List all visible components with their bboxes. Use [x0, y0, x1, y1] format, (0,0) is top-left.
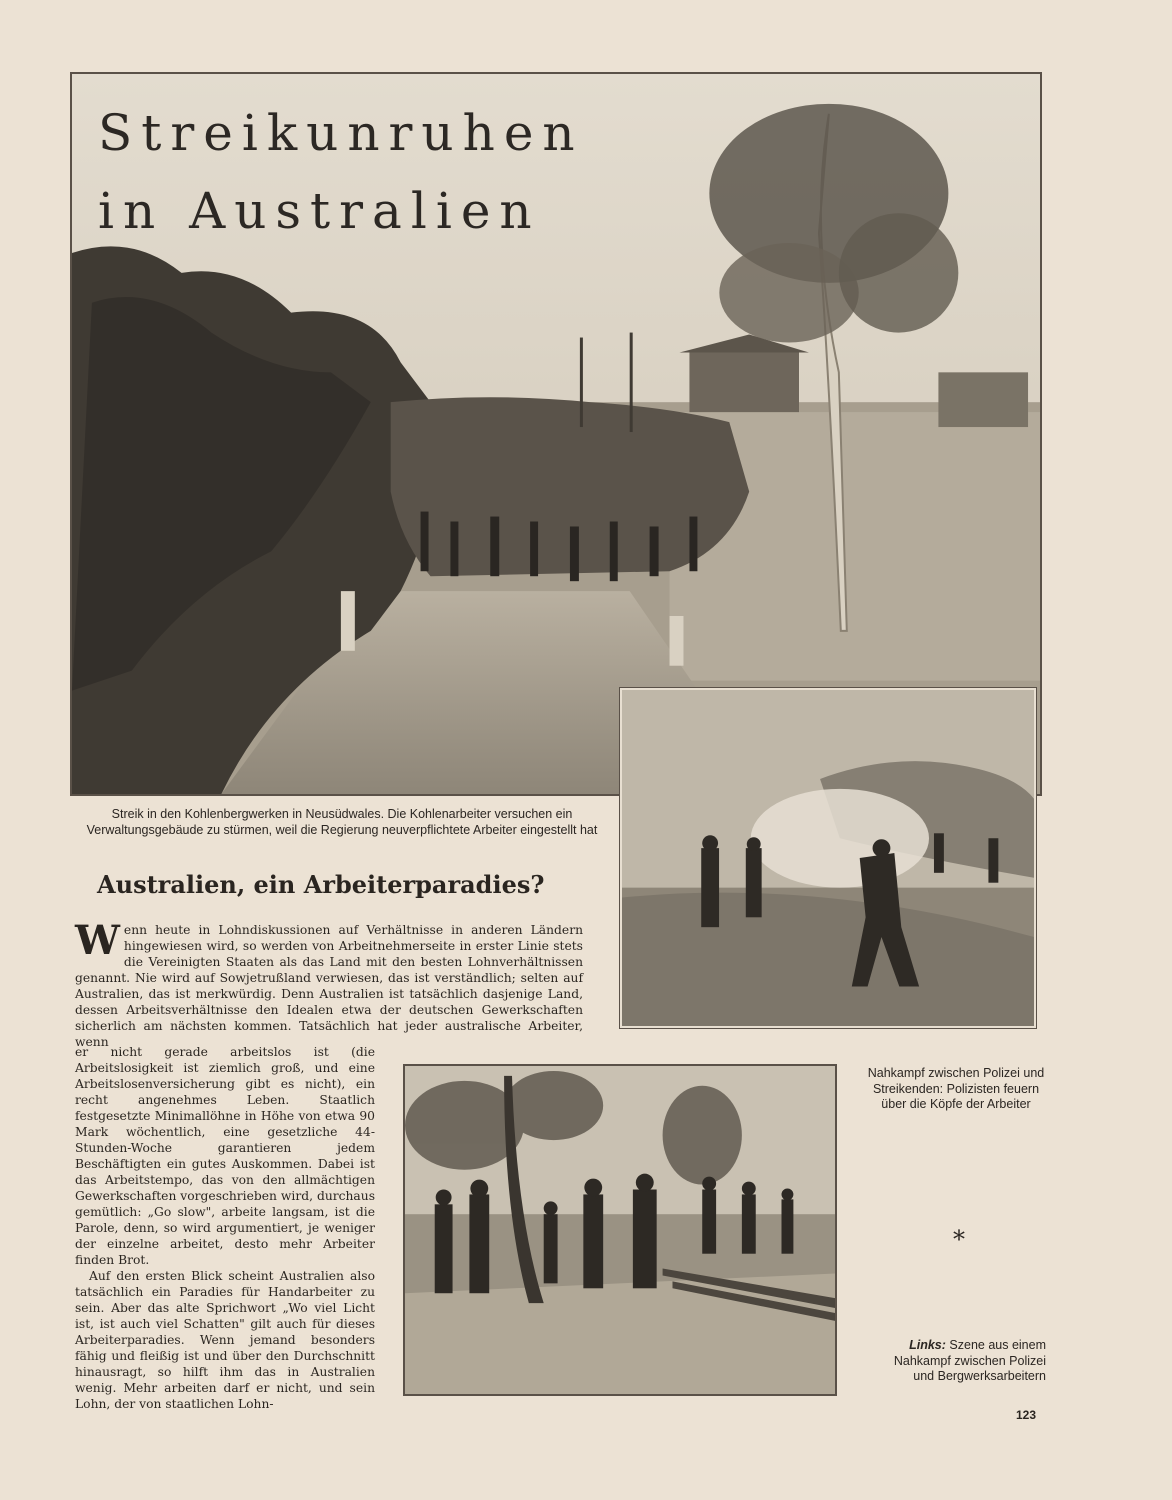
article-paragraph-2: Auf den ersten Blick scheint Australien also tatsächlich ein Paradies für Handarbeiter zu sein. Aber das alte Sprichwort „Wo viel Licht ist, ist auch viel Schatten" gilt auch für dieses Arbeiterparadies. Wenn jemand besonders fähig und fleißig ist und über den Durchschnitt hinausragt, so hilft ihm das in Australien wenig. Mehr arbeiten darf er nicht, und sein Lohn, der von staatlichen Lohn-	[75, 1269, 375, 1411]
asterism-ornament: ⁎	[953, 1218, 965, 1246]
photo-scuffle	[403, 1064, 837, 1396]
police-photo-caption: Nahkampf zwischen Polizei und Streikenden: Polizisten feuern über die Köpfe der Arbeiter	[867, 1066, 1045, 1111]
page-number: 123	[1016, 1408, 1037, 1422]
article-intro	[75, 917, 583, 1050]
caption-links-label: Links:	[909, 1338, 946, 1352]
photo-police-firing-image	[622, 690, 1034, 1026]
page-title	[98, 94, 584, 250]
photo-police-firing	[620, 688, 1036, 1028]
title-line-2: in Australien	[98, 182, 541, 240]
drop-cap: W	[75, 917, 120, 964]
article-headline: Australien, ein Arbeiterparadies?	[97, 870, 545, 899]
main-photo-caption: Streik in den Kohlenbergwerken in Neusüdwales. Die Kohlenarbeiter versuchen ein Verwaltungsgebäude zu stürmen, weil die Regierung neuverpflichtete Arbeiter eingestellt hat	[86, 807, 598, 837]
article-paragraph-1: er nicht gerade arbeitslos ist (die Arbeitslosigkeit ist ziemlich groß, und eine Arbeitslosenversicherung gibt es nicht), ein recht angenehmes Leben. Staatlich festgesetzte Minimallöhne in Höhe von etwa 90 Mark wöchentlich, eine gesetzliche 44-Stunden-Woche garantieren jedem Beschäftigten ein gutes Auskommen. Dabei ist das Arbeitstempo, das von den allmächtigen Gewerkschaften vorgeschrieben wird, durchaus gemütlich: „Go slow", arbeite langsam, ist die Parole, denn, so wird argumentiert, je weniger der einzelne arbeitet, desto mehr Arbeiter finden Brot.	[75, 1045, 375, 1267]
photo-scuffle-image	[405, 1066, 835, 1394]
article-column	[75, 1044, 375, 1412]
caption-links-text: Szene aus einem Nahkampf zwischen Polizei und Bergwerksarbeitern	[893, 1338, 1046, 1383]
article-intro-text: enn heute in Lohndiskussionen auf Verhältnisse in anderen Ländern hingewiesen wird, so werden von Arbeitnehmerseite in erster Linie stets die Vereinigten Staaten als das Land mit den besten Lohnverhältnissen genannt. Nie wird auf Sowjetrußland verwiesen, das ist verständlich; selten auf Australien, das ist merkwürdig. Denn Australien ist tatsächlich dasjenige Land, dessen Arbeitsverhältnisse den Idealen etwa der deutschen Gewerkschaften sicherlich am nächsten kommen. Tatsächlich hat jeder australische Arbeiter, wenn	[75, 923, 583, 1049]
scuffle-photo-caption	[870, 1338, 1046, 1385]
title-line-1: Streikunruhen	[98, 104, 584, 162]
